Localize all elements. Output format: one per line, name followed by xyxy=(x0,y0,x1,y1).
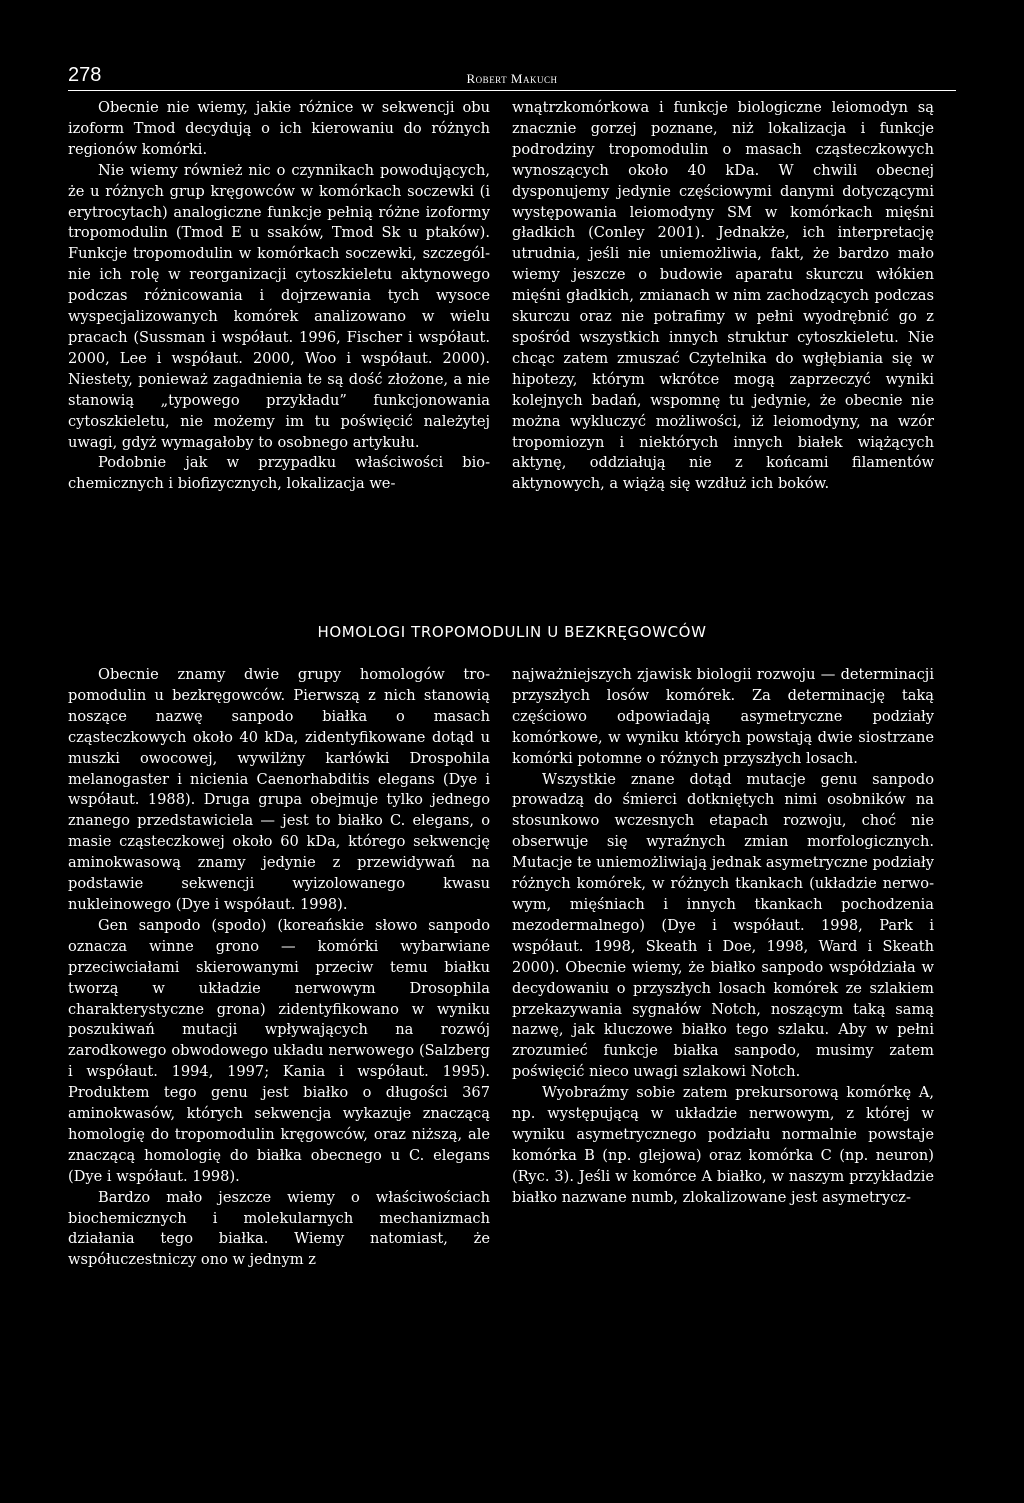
paragraph: Wszystkie znane dotąd mutacje genu sanpodo prowadzą do śmierci dotkniętych nimi osobników na stosunkowo wczesnych etapach rozwoju, choć nie obserwuje się wyraźnych zmian morfologicznych. Mutacje te uniemożliwiają jednak asymetryczne podziały różnych komórek, w różnych tkankach (układzie nerwowym, mięśniach i innych tkankach pochodzenia mezodermalnego) (Dye i współaut. 1998, Park i współaut. 1998, Skeath i Doe, 1998, Ward i Skeath 2000). Obecnie wiemy, że białko sanpodo współdziała w decydowaniu o przyszłych losach komórek ze szlakiem przekazywania sygnałów Notch, noszącym taką samą nazwę, jak kluczowe białko tego szlaku. Aby w pełni zrozumieć funkcje białka sanpodo, musimy zatem poświęcić nieco uwagi szlakowi Notch. xyxy=(512,770,934,1081)
page-header xyxy=(68,62,956,91)
paragraph: Obecnie znamy dwie grupy homologów tropomodulin u bezkręgowców. Pierwszą z nich stanowią noszące nazwę sanpodo białka o masach cząsteczkowych około 40 kDa, zidentyfikowane dotąd u muszki owocowej, wywilżny karłówki Drospohila melanogaster i nicienia Caenorhabditis elegans (Dye i współaut. 1988). Druga grupa obejmuje tylko jednego znanego przedstawiciela — jest to białko C. elegans, o masie cząsteczkowej około 60 kDa, którego sekwencję aminokwasową znamy jedynie z przewidywań na podstawie sekwencji wyizolowanego kwasu nukleinowego (Dye i współaut. 1998). xyxy=(68,666,490,913)
column-bottom-right xyxy=(512,665,934,1209)
page-number: 278 xyxy=(68,64,102,86)
paragraph: Wyobraźmy sobie zatem prekursorową komórkę A, np. występującą w układzie nerwowym, z której w wyniku asymetrycznego podziału normalnie powstaje komórka B (np. glejowa) oraz komórka C (np. neuron) (Ryc. 3). Jeśli w komórce A białko, w naszym przykładzie białko nazwane numb, zlokalizowane jest asymetrycz- xyxy=(512,1084,934,1206)
paragraph: najważniejszych zjawisk biologii rozwoju — determinacji przyszłych losów komórek. Za determinację taką częściowo odpowiadają asymetryczne podziały komórkowe, w wyniku których powstają dwie siostrzane komórki potomne o różnych przyszłych losach. xyxy=(512,666,934,767)
paragraph: Nie wiemy również nic o czynnikach powodujących, że u różnych grup kręgowców w komórkach soczewki (i erytrocytach) analogiczne funkcje pełnią różne izoformy tropomodulin (Tmod E u ssaków, Tmod Sk u ptaków). Funkcje tropomodulin w komórkach soczewki, szczególnie ich rolę w reorganizacji cytoszkieletu aktynowego podczas różnicowania i dojrzewania tych wysoce wyspecjalizowanych komórek analizowano w wielu pracach (Sussman i współaut. 1996, Fischer i współaut. 2000, Lee i współaut. 2000, Woo i współaut. 2000). Niestety, ponieważ zagadnienia te są dość złożone, a nie stanowią „typowego przykładu” funkcjonowania cytoszkieletu, nie możemy im tu poświęcić należytej uwagi, gdyż wymagałoby to osobnego artykułu. xyxy=(68,161,490,451)
column-top-right xyxy=(512,98,934,495)
paragraph: Bardzo mało jeszcze wiemy o właściwościach biochemicznych i molekularnych mechanizmach działania tego białka. Wiemy natomiast, że współuczestniczy ono w jednym z xyxy=(68,1188,490,1269)
column-bottom-left xyxy=(68,665,490,1271)
paragraph: Gen sanpodo (spodo) (koreańskie słowo sanpodo oznacza winne grono — komórki wybarwiane przeciwciałami skierowanymi przeciw temu białku tworzą w układzie nerwowym Drosophila charakterystyczne grona) zidentyfikowano w wyniku poszukiwań mutacji wpływających na rozwój zarodkowego obwodowego układu nerwowego (Salzberg i współaut. 1994, 1997; Kania i współaut. 1995). Produktem tego genu jest białko o długości 367 aminokwasów, których sekwencja wykazuje znaczącą homologię do tropomodulin kręgowców, oraz niższą, ale znaczącą homologię do białka obecnego u C. elegans (Dye i współaut. 1998). xyxy=(68,916,490,1185)
paragraph: wnątrzkomórkowa i funkcje biologiczne leiomodyn są znacznie gorzej poznane, niż lokalizacja i funkcje podrodziny tropomodulin o masach cząsteczkowych wynoszących około 40 kDa. W chwili obecnej dysponujemy jedynie częściowymi danymi dotyczącymi występowania leiomodyny SM w komórkach mięśni gładkich (Conley 2001). Jednakże, ich interpretację utrudnia, jeśli nie uniemożliwia, fakt, że bardzo mało wiemy jeszcze o budowie aparatu skurczu włókien mięśni gładkich, zmianach w nim zachodzących podczas skurczu oraz nie potrafimy w pełni wyodrębnić go z spośród wszystkich innych struktur cytoszkieletu. Nie chcąc zatem zmuszać Czytelnika do wgłębiania się w hipotezy, którym wkrótce mogą zaprzeczyć wyniki kolejnych badań, wspomnę tu jedynie, że obecnie nie można wykluczyć możliwości, iż leiomodyny, na wzór tropomiozyn i niektórych innych białek wiążących aktynę, oddziałują nie z końcami filamentów aktynowych, a wiążą się wzdłuż ich boków. xyxy=(512,99,934,493)
paragraph: Obecnie nie wiemy, jakie różnice w sekwencji obu izoform Tmod decydują o ich kierowaniu do różnych regionów komórki. xyxy=(68,99,490,158)
paragraph: Podobnie jak w przypadku właściwości biochemicznych i biofizycznych, lokalizacja we- xyxy=(68,454,490,493)
running-head-author: Robert Makuch xyxy=(466,71,558,86)
section-heading: HOMOLOGI TROPOMODULIN U BEZKRĘGOWCÓW xyxy=(317,623,707,641)
column-top-left xyxy=(68,98,490,495)
